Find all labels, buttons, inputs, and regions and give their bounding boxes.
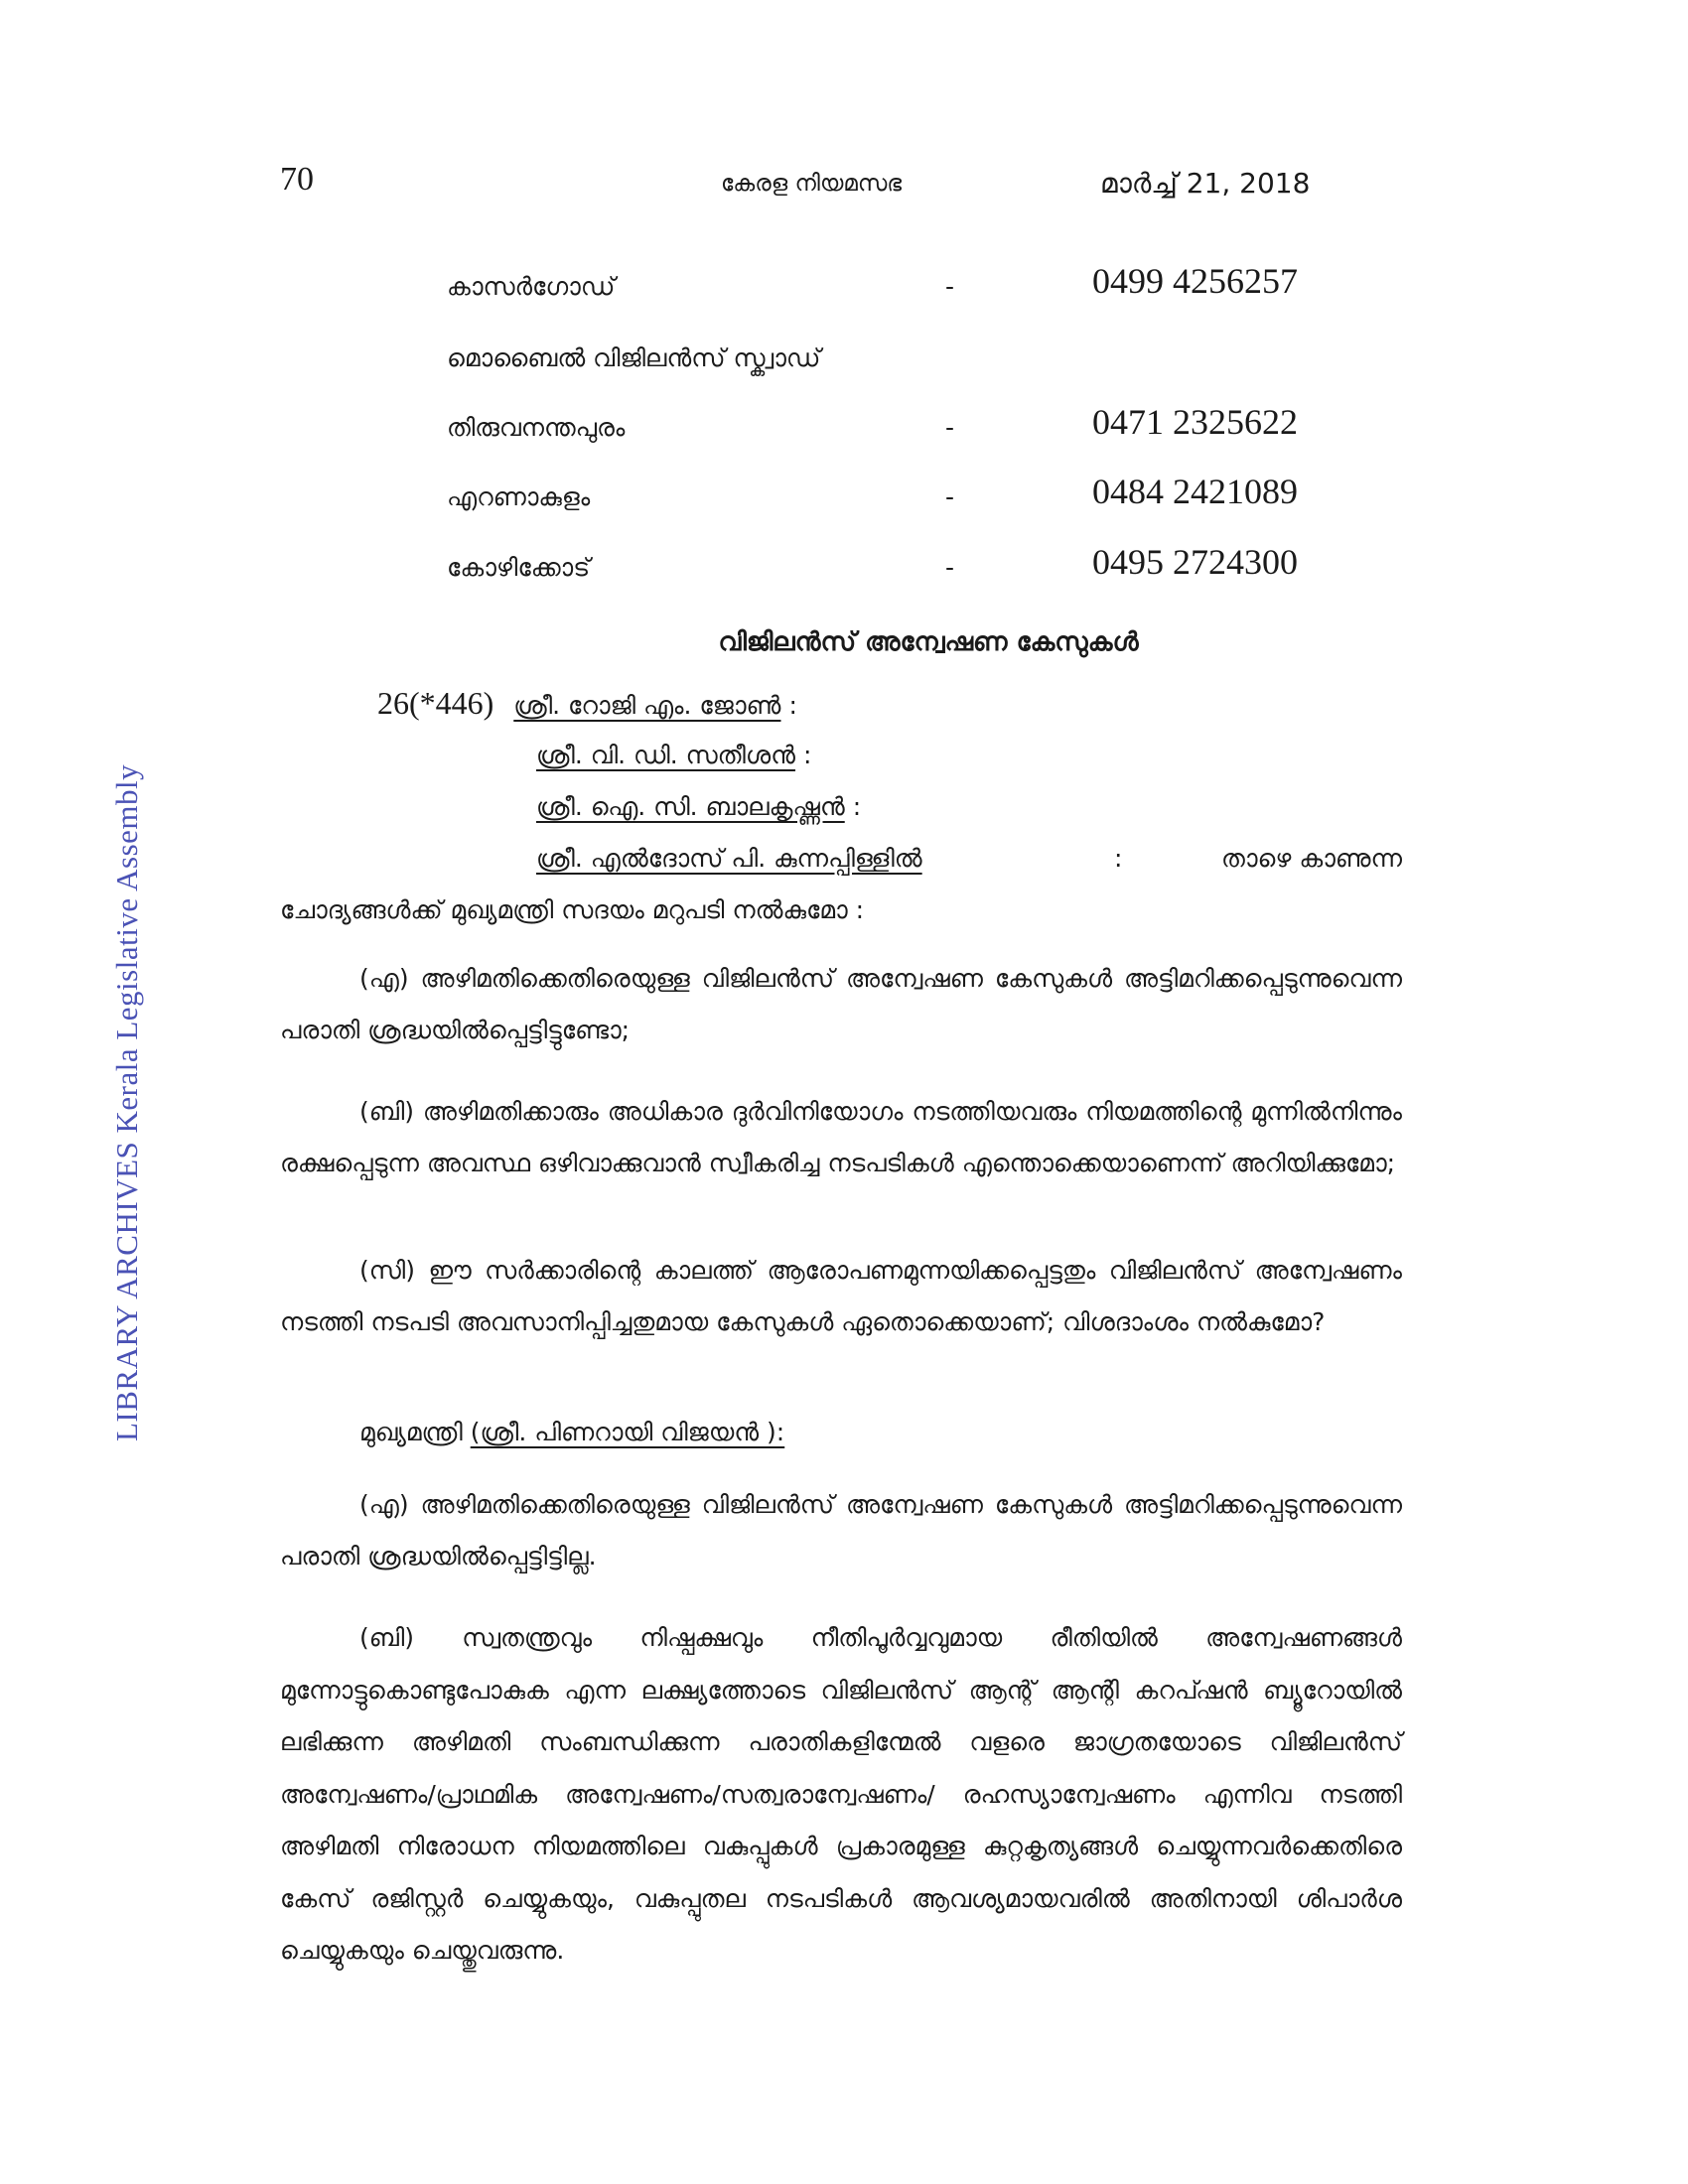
publication-date: മാർച്ച് 21, 2018: [1100, 167, 1311, 200]
contact-dash: -: [945, 553, 955, 582]
contact-row: [447, 330, 1340, 389]
member-name: ശ്രീ. വി. ഡി. സതീശൻ: [536, 741, 796, 769]
contact-row: [447, 399, 1340, 459]
question-intro-tail: താഴെ കാണുന്ന: [1221, 844, 1402, 873]
member-name: ശ്രീ. എൽദോസ് പി. കുന്നപ്പിള്ളിൽ: [536, 844, 922, 873]
contact-row: [447, 469, 1340, 528]
contact-phone: 0484 2421089: [1092, 472, 1298, 511]
question-line: [536, 792, 861, 822]
question-part-b: (ബി) അഴിമതിക്കാരും അധികാര ദുർവിനിയോഗം നടത്തിയവരും നിയമത്തിന്റെ മുന്നിൽനിന്നും രക്ഷപ്പെടുന്ന അവസ്ഥ ഒഴിവാക്കുവാൻ സ്വീകരിച്ച നടപടികൾ എന്തൊക്കെയാണെന്ന് അറിയിക്കുമോ;: [280, 1097, 1402, 1177]
publication-title: കേരള നിയമസഭ: [721, 171, 903, 197]
answer-part-a: (എ) അഴിമതിക്കെതിരെയുള്ള വിജിലൻസ് അന്വേഷണ കേസുകൾ അട്ടിമറിക്കപ്പെടുന്നുവെന്ന പരാതി ശ്രദ്ധയിൽപ്പെട്ടിട്ടില്ല.: [280, 1490, 1402, 1570]
archive-watermark: LIBRARY ARCHIVES Kerala Legislative Assembly: [109, 763, 144, 1441]
contact-place: കോഴിക്കോട്: [447, 553, 591, 582]
answer-part-b: (ബി) സ്വതന്ത്രവും നിഷ്പക്ഷവും നീതിപൂർവ്വവുമായ രീതിയിൽ അന്വേഷണങ്ങൾ മുന്നോട്ടുകൊണ്ടുപോകുക എന്ന ലക്ഷ്യത്തോടെ വിജിലൻസ് ആന്റ് ആന്റി കറപ്ഷൻ ബ്യൂറോയിൽ ലഭിക്കുന്ന അഴിമതി സംബന്ധിക്കുന്ന പരാതികളിന്മേൽ വളരെ ജാഗ്രതയോടെ വിജിലൻസ് അന്വേഷണം/പ്രാഥമിക അന്വേഷണം/സത്വരാന്വേഷണം/ രഹസ്യാന്വേഷണം എന്നിവ നടത്തി അഴിമതി നിരോധന നിയമത്തിലെ വകുപ്പുകൾ പ്രകാരമുള്ള കുറ്റകൃത്യങ്ങൾ ചെയ്യുന്നവർക്കെതിരെ കേസ് രജിസ്റ്റർ ചെയ്യുകയും, വകുപ്പുതല നടപടികൾ ആവശ്യമായവരിൽ അതിനായി ശിപാർശ ചെയ്യുകയും ചെയ്തുവരുന്നു.: [280, 1623, 1402, 1965]
member-colon: :: [1114, 844, 1123, 873]
contact-phone: 0471 2325622: [1092, 402, 1298, 442]
question-line: [536, 844, 1402, 874]
contact-phone: 0499 4256257: [1092, 261, 1298, 301]
member-name: ശ്രീ. ഐ. സി. ബാലകൃഷ്ണൻ: [536, 792, 845, 821]
contact-place: തിരുവനന്തപുരം: [447, 413, 626, 442]
contact-place: കാസർഗോഡ്: [447, 272, 616, 301]
contact-dash: -: [945, 413, 955, 442]
section-heading: വിജിലൻസ് അന്വേഷണ കേസുകൾ: [718, 627, 1139, 657]
question-line: [377, 685, 797, 722]
contact-phone: 0495 2724300: [1092, 542, 1298, 582]
member-colon: :: [852, 792, 862, 821]
contact-row: [447, 258, 1340, 318]
question-intro-continuation: ചോദ്യങ്ങൾക്ക് മുഖ്യമന്ത്രി സദയം മറുപടി നൽകുമോ :: [280, 895, 865, 924]
answer-speaker: [359, 1418, 784, 1447]
contact-place: മൊബൈൽ വിജിലൻസ് സ്ക്വാഡ്: [447, 343, 821, 372]
page-number: 70: [280, 161, 314, 198]
contact-dash: -: [945, 272, 955, 301]
speaker-name: (ശ്രീ. പിണറായി വിജയൻ ):: [470, 1418, 785, 1446]
contact-row: [447, 539, 1340, 599]
question-line: [536, 741, 811, 770]
member-name: ശ്രീ. റോജി എം. ജോൺ: [513, 691, 781, 720]
member-colon: :: [788, 691, 797, 720]
question-number: 26(*446): [377, 685, 494, 721]
question-part-a: (എ) അഴിമതിക്കെതിരെയുള്ള വിജിലൻസ് അന്വേഷണ കേസുകൾ അട്ടിമറിക്കപ്പെടുന്നുവെന്ന പരാതി ശ്രദ്ധയിൽപ്പെട്ടിട്ടുണ്ടോ;: [280, 964, 1402, 1044]
contact-place: എറണാകുളം: [447, 482, 591, 511]
speaker-title: മുഖ്യമന്ത്രി: [359, 1418, 463, 1446]
question-part-c: (സി) ഈ സർക്കാരിന്റെ കാലത്ത് ആരോപണമുന്നയിക്കപ്പെട്ടതും വിജിലൻസ് അന്വേഷണം നടത്തി നടപടി അവസാനിപ്പിച്ചതുമായ കേസുകൾ ഏതൊക്കെയാണ്; വിശദാംശം നൽകുമോ?: [280, 1256, 1402, 1336]
contact-dash: -: [945, 482, 955, 511]
member-colon: :: [802, 741, 812, 769]
